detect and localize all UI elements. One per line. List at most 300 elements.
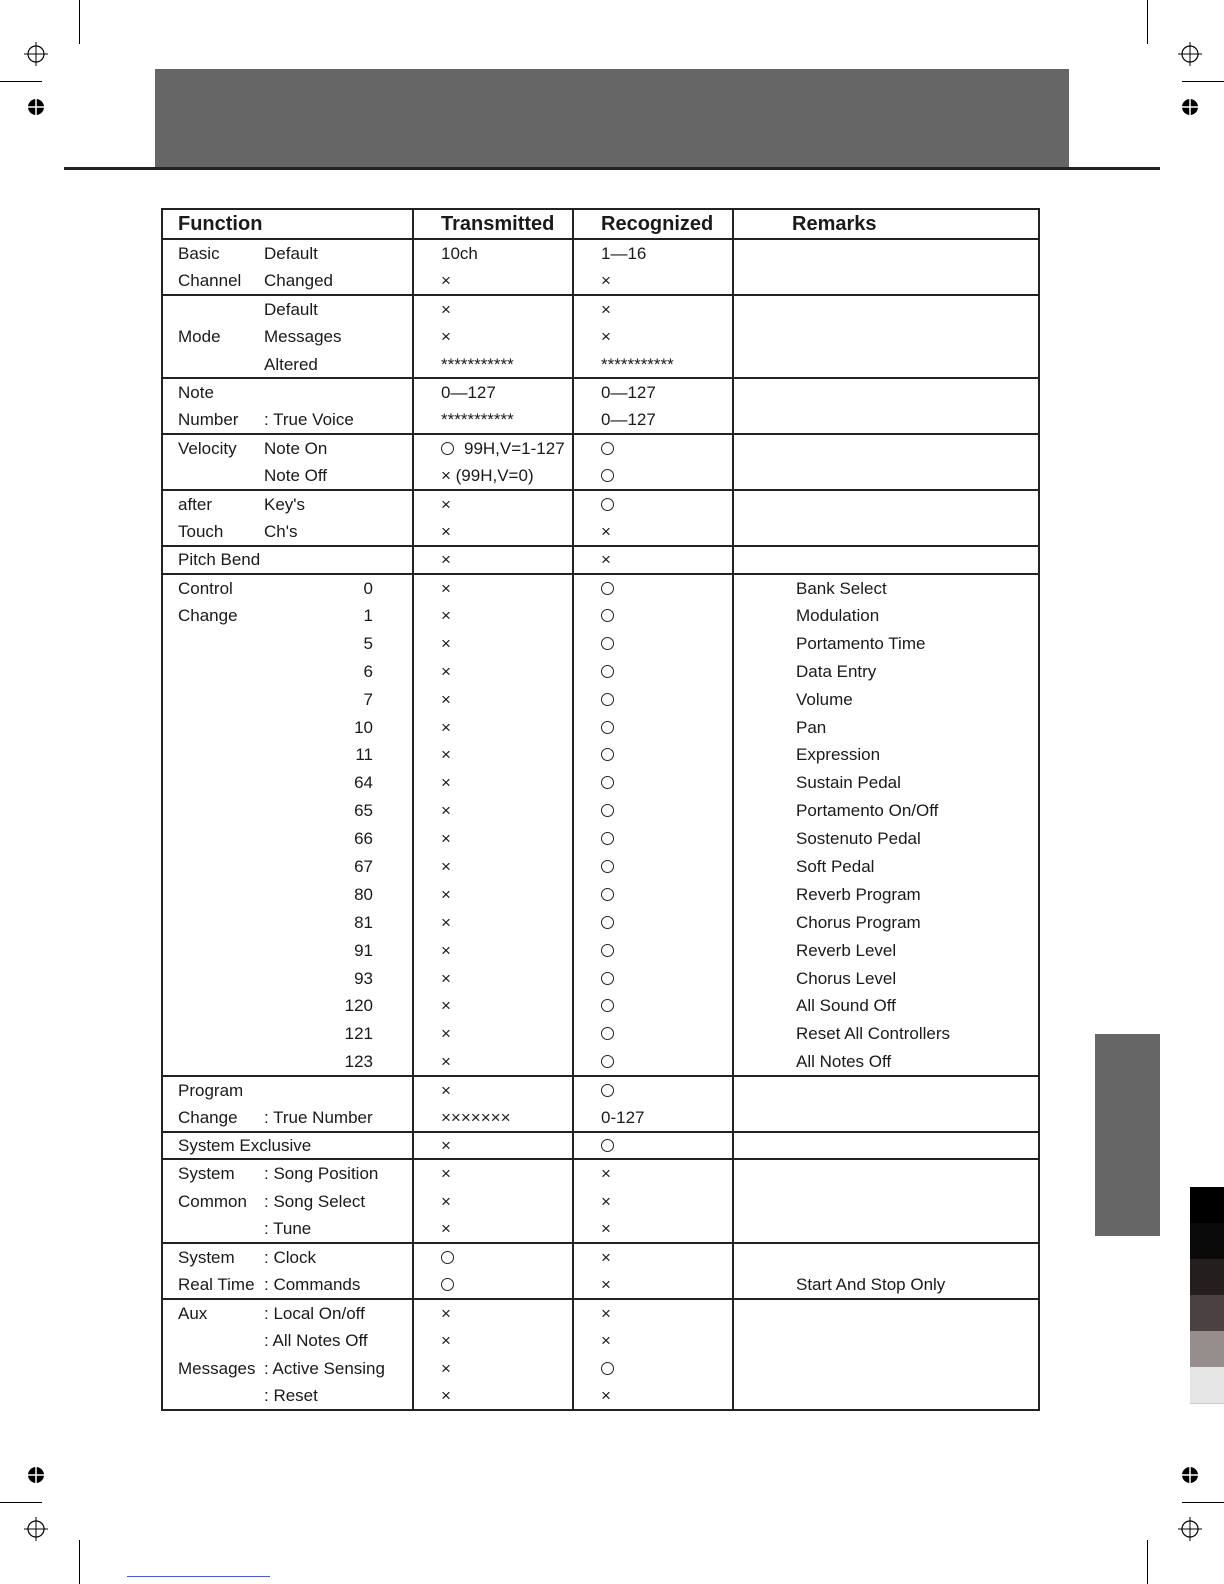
bottom-rule xyxy=(127,1576,270,1577)
cell-text: × xyxy=(441,689,451,709)
remarks-cell xyxy=(733,295,1039,323)
cell-text: × xyxy=(601,1386,611,1406)
table-row xyxy=(162,797,1039,825)
cell-text: × xyxy=(441,801,451,821)
color-swatch xyxy=(1190,1187,1224,1223)
transmitted-cell xyxy=(413,490,573,518)
recognized-cell xyxy=(573,1243,733,1271)
function-label xyxy=(162,713,258,741)
remarks-cell xyxy=(733,1076,1039,1104)
controller-number: 11 xyxy=(258,741,413,769)
function-label: Change xyxy=(162,1104,258,1132)
table-row xyxy=(162,1048,1039,1076)
recognized-cell xyxy=(573,239,733,267)
cell-text: 0—127 xyxy=(601,410,656,430)
function-label: Messages xyxy=(162,1355,258,1383)
transmitted-cell xyxy=(413,267,573,295)
cell-text: 10ch xyxy=(441,243,478,263)
recognized-cell xyxy=(573,769,733,797)
function-sub-label: Note On xyxy=(258,434,413,462)
remarks-cell: Soft Pedal xyxy=(733,853,1039,881)
table-row xyxy=(162,1327,1039,1355)
recognized-cell xyxy=(573,853,733,881)
circle-yes-icon xyxy=(601,999,614,1012)
bullseye-mark-icon xyxy=(1180,1465,1200,1485)
transmitted-cell xyxy=(413,908,573,936)
cell-text: × xyxy=(441,494,451,514)
crop-mark xyxy=(1147,0,1148,44)
cell-text: × xyxy=(441,606,451,626)
recognized-cell xyxy=(573,1076,733,1104)
transmitted-cell xyxy=(413,657,573,685)
cell-text: × xyxy=(441,1164,451,1184)
header-transmitted: Transmitted xyxy=(413,209,573,239)
cell-text: × xyxy=(601,1274,611,1294)
remarks-cell xyxy=(733,1187,1039,1215)
cell-text: × xyxy=(601,299,611,319)
transmitted-cell xyxy=(413,880,573,908)
crop-mark xyxy=(1182,1502,1224,1503)
cell-text: × xyxy=(441,661,451,681)
transmitted-cell xyxy=(413,546,573,574)
function-sub-label: Messages xyxy=(258,323,413,351)
table-row xyxy=(162,1104,1039,1132)
cell-text: × xyxy=(441,745,451,765)
crop-mark xyxy=(0,81,42,82)
color-swatch xyxy=(1190,1403,1224,1440)
function-sub-label: : All Notes Off xyxy=(258,1327,413,1355)
cell-text: × xyxy=(601,550,611,570)
function-label xyxy=(162,351,258,379)
cell-text: × xyxy=(441,1359,451,1379)
table-row xyxy=(162,546,1039,574)
recognized-cell xyxy=(573,1048,733,1076)
remarks-cell: Chorus Level xyxy=(733,964,1039,992)
cell-text: × (99H,V=0) xyxy=(441,466,534,486)
table-row xyxy=(162,825,1039,853)
remarks-cell: Start And Stop Only xyxy=(733,1271,1039,1299)
transmitted-cell xyxy=(413,1383,573,1411)
controller-number: 67 xyxy=(258,853,413,881)
table-row xyxy=(162,462,1039,490)
cell-text: 0—127 xyxy=(441,383,496,403)
remarks-cell xyxy=(733,1243,1039,1271)
remarks-cell: Volume xyxy=(733,685,1039,713)
circle-yes-icon xyxy=(601,582,614,595)
function-sub-label: Changed xyxy=(258,267,413,295)
recognized-cell xyxy=(573,323,733,351)
function-label: Number xyxy=(162,406,258,434)
controller-number: 10 xyxy=(258,713,413,741)
transmitted-cell xyxy=(413,1076,573,1104)
recognized-cell xyxy=(573,295,733,323)
cell-text: × xyxy=(441,633,451,653)
remarks-cell xyxy=(733,351,1039,379)
remarks-cell xyxy=(733,267,1039,295)
transmitted-cell xyxy=(413,964,573,992)
function-sub-label: : Commands xyxy=(258,1271,413,1299)
function-sub-label: Default xyxy=(258,295,413,323)
cell-text: × xyxy=(441,327,451,347)
circle-yes-icon xyxy=(601,442,614,455)
cell-text: × xyxy=(441,299,451,319)
table-row xyxy=(162,629,1039,657)
remarks-cell xyxy=(733,490,1039,518)
function-sub-label xyxy=(258,378,413,406)
recognized-cell xyxy=(573,1355,733,1383)
table-row xyxy=(162,853,1039,881)
transmitted-cell xyxy=(413,1187,573,1215)
function-sub-label: : Tune xyxy=(258,1215,413,1243)
transmitted-cell xyxy=(413,769,573,797)
table-row xyxy=(162,1243,1039,1271)
function-sub-label: : True Number xyxy=(258,1104,413,1132)
transmitted-cell xyxy=(413,574,573,602)
function-label: Real Time xyxy=(162,1271,258,1299)
function-sub-label: Ch's xyxy=(258,518,413,546)
table-row xyxy=(162,1355,1039,1383)
function-label xyxy=(162,908,258,936)
circle-yes-icon xyxy=(601,1362,614,1375)
function-label: Velocity xyxy=(162,434,258,462)
table-row xyxy=(162,713,1039,741)
function-label xyxy=(162,295,258,323)
remarks-cell: All Sound Off xyxy=(733,992,1039,1020)
controller-number: 123 xyxy=(258,1048,413,1076)
transmitted-cell xyxy=(413,1271,573,1299)
controller-number: 7 xyxy=(258,685,413,713)
cell-text: × xyxy=(441,1024,451,1044)
table-row xyxy=(162,1159,1039,1187)
cell-text: × xyxy=(441,270,451,290)
transmitted-cell xyxy=(413,295,573,323)
table-row xyxy=(162,1299,1039,1327)
recognized-cell xyxy=(573,1271,733,1299)
transmitted-cell xyxy=(413,797,573,825)
function-label: Note xyxy=(162,378,258,406)
cell-text: × xyxy=(441,1051,451,1071)
cell-text: × xyxy=(441,1303,451,1323)
transmitted-cell xyxy=(413,713,573,741)
controller-number: 64 xyxy=(258,769,413,797)
circle-yes-icon xyxy=(441,1251,454,1264)
cell-text: × xyxy=(441,1191,451,1211)
circle-yes-icon xyxy=(601,721,614,734)
recognized-cell xyxy=(573,1187,733,1215)
transmitted-cell xyxy=(413,992,573,1020)
function-sub-label: Note Off xyxy=(258,462,413,490)
controller-number: 65 xyxy=(258,797,413,825)
transmitted-cell xyxy=(413,518,573,546)
function-label xyxy=(162,936,258,964)
table-row xyxy=(162,602,1039,630)
transmitted-cell xyxy=(413,378,573,406)
recognized-cell xyxy=(573,490,733,518)
circle-yes-icon xyxy=(601,804,614,817)
color-swatch xyxy=(1190,1259,1224,1295)
table-row xyxy=(162,378,1039,406)
function-label: Common xyxy=(162,1187,258,1215)
function-label: Channel xyxy=(162,267,258,295)
recognized-cell xyxy=(573,797,733,825)
remarks-cell: Sustain Pedal xyxy=(733,769,1039,797)
crop-mark xyxy=(79,1540,80,1584)
recognized-cell xyxy=(573,992,733,1020)
crop-mark xyxy=(79,0,80,44)
cell-text: × xyxy=(441,773,451,793)
recognized-cell xyxy=(573,964,733,992)
registration-mark-icon xyxy=(1178,1517,1202,1541)
controller-number: 5 xyxy=(258,629,413,657)
function-sub-label: : Song Position xyxy=(258,1159,413,1187)
table-row xyxy=(162,769,1039,797)
controller-number: 120 xyxy=(258,992,413,1020)
function-label: Change xyxy=(162,602,258,630)
circle-yes-icon xyxy=(601,665,614,678)
table-row xyxy=(162,880,1039,908)
controller-number: 66 xyxy=(258,825,413,853)
remarks-cell xyxy=(733,406,1039,434)
recognized-cell xyxy=(573,1299,733,1327)
transmitted-cell xyxy=(413,741,573,769)
circle-yes-icon xyxy=(601,1084,614,1097)
controller-number: 0 xyxy=(258,574,413,602)
cell-text: × xyxy=(601,1191,611,1211)
remarks-cell: Modulation xyxy=(733,602,1039,630)
function-sub-label: : True Voice xyxy=(258,406,413,434)
transmitted-cell xyxy=(413,1243,573,1271)
transmitted-cell xyxy=(413,825,573,853)
function-label: Touch xyxy=(162,518,258,546)
remarks-cell: Portamento On/Off xyxy=(733,797,1039,825)
table-row xyxy=(162,1020,1039,1048)
recognized-cell xyxy=(573,1159,733,1187)
color-swatch xyxy=(1190,1331,1224,1367)
function-label xyxy=(162,462,258,490)
circle-yes-icon xyxy=(601,944,614,957)
cell-text: × xyxy=(601,327,611,347)
table-row xyxy=(162,490,1039,518)
function-label: Program xyxy=(162,1076,258,1104)
circle-yes-icon xyxy=(601,916,614,929)
transmitted-cell xyxy=(413,629,573,657)
side-tab xyxy=(1095,1034,1160,1236)
function-sub-label: : Song Select xyxy=(258,1187,413,1215)
header-recognized: Recognized xyxy=(573,209,733,239)
function-label xyxy=(162,1383,258,1411)
function-label xyxy=(162,629,258,657)
recognized-cell xyxy=(573,406,733,434)
controller-number: 91 xyxy=(258,936,413,964)
function-label xyxy=(162,825,258,853)
table-row xyxy=(162,936,1039,964)
circle-yes-icon xyxy=(601,1055,614,1068)
transmitted-cell xyxy=(413,602,573,630)
cell-text: *********** xyxy=(601,354,674,374)
recognized-cell xyxy=(573,351,733,379)
circle-yes-icon xyxy=(601,972,614,985)
transmitted-cell xyxy=(413,1299,573,1327)
table-row xyxy=(162,518,1039,546)
recognized-cell xyxy=(573,378,733,406)
transmitted-cell xyxy=(413,351,573,379)
controller-number: 6 xyxy=(258,657,413,685)
circle-yes-icon xyxy=(601,888,614,901)
remarks-cell xyxy=(733,323,1039,351)
recognized-cell xyxy=(573,1383,733,1411)
function-label xyxy=(162,880,258,908)
recognized-cell xyxy=(573,546,733,574)
function-label: Basic xyxy=(162,239,258,267)
recognized-cell xyxy=(573,741,733,769)
recognized-cell xyxy=(573,908,733,936)
transmitted-cell xyxy=(413,1132,573,1160)
color-swatch xyxy=(1190,1367,1224,1403)
header-rule xyxy=(64,167,1160,170)
remarks-cell xyxy=(733,518,1039,546)
cell-text: × xyxy=(441,829,451,849)
function-sub-label xyxy=(258,1076,413,1104)
controller-number: 93 xyxy=(258,964,413,992)
table-row xyxy=(162,1076,1039,1104)
table-row xyxy=(162,351,1039,379)
recognized-cell xyxy=(573,713,733,741)
circle-yes-icon xyxy=(601,1027,614,1040)
remarks-cell xyxy=(733,1355,1039,1383)
cell-text: × xyxy=(441,1219,451,1239)
transmitted-cell xyxy=(413,323,573,351)
transmitted-cell xyxy=(413,1327,573,1355)
function-label: Pitch Bend xyxy=(162,546,413,574)
transmitted-cell xyxy=(413,1048,573,1076)
circle-yes-icon xyxy=(601,469,614,482)
color-swatch xyxy=(1190,1295,1224,1331)
function-sub-label: : Local On/off xyxy=(258,1299,413,1327)
header-remarks: Remarks xyxy=(733,209,1039,239)
circle-yes-icon xyxy=(601,860,614,873)
function-label xyxy=(162,964,258,992)
remarks-cell: Reset All Controllers xyxy=(733,1020,1039,1048)
recognized-cell xyxy=(573,462,733,490)
function-label: System xyxy=(162,1243,258,1271)
recognized-cell xyxy=(573,685,733,713)
transmitted-cell xyxy=(413,685,573,713)
cell-text: × xyxy=(441,1080,451,1100)
cell-text: × xyxy=(441,550,451,570)
controller-number: 80 xyxy=(258,880,413,908)
cell-text: × xyxy=(441,521,451,541)
transmitted-cell xyxy=(413,1104,573,1132)
remarks-cell: Sostenuto Pedal xyxy=(733,825,1039,853)
function-sub-label: : Active Sensing xyxy=(258,1355,413,1383)
remarks-cell: Reverb Program xyxy=(733,880,1039,908)
recognized-cell xyxy=(573,267,733,295)
color-swatch xyxy=(1190,1223,1224,1259)
cell-text: × xyxy=(601,1248,611,1267)
cell-text: × xyxy=(601,1303,611,1323)
recognized-cell xyxy=(573,574,733,602)
function-label: Aux xyxy=(162,1299,258,1327)
function-sub-label: Default xyxy=(258,239,413,267)
recognized-cell xyxy=(573,629,733,657)
remarks-cell xyxy=(733,1299,1039,1327)
function-sub-label: : Clock xyxy=(258,1243,413,1271)
table-row xyxy=(162,434,1039,462)
table-row xyxy=(162,1383,1039,1411)
transmitted-cell xyxy=(413,406,573,434)
function-label xyxy=(162,1215,258,1243)
table-row xyxy=(162,574,1039,602)
cell-text: × xyxy=(441,1386,451,1406)
cell-text: × xyxy=(441,1331,451,1351)
transmitted-cell xyxy=(413,936,573,964)
cell-text: × xyxy=(601,1219,611,1239)
midi-implementation-chart xyxy=(161,208,1040,1411)
cell-text: 99H,V=1-127 xyxy=(464,439,565,459)
recognized-cell xyxy=(573,825,733,853)
recognized-cell xyxy=(573,518,733,546)
circle-yes-icon xyxy=(441,442,454,455)
cell-text: × xyxy=(601,1331,611,1351)
controller-number: 81 xyxy=(258,908,413,936)
table-row xyxy=(162,323,1039,351)
cell-text: × xyxy=(601,521,611,541)
cell-text: 0-127 xyxy=(601,1107,645,1127)
recognized-cell xyxy=(573,602,733,630)
function-label: Control xyxy=(162,574,258,602)
circle-yes-icon xyxy=(601,1139,614,1152)
cell-text: × xyxy=(441,1135,451,1155)
function-label xyxy=(162,657,258,685)
function-label xyxy=(162,853,258,881)
table-row xyxy=(162,239,1039,267)
recognized-cell xyxy=(573,1215,733,1243)
bullseye-mark-icon xyxy=(26,97,46,117)
function-label xyxy=(162,797,258,825)
function-sub-label: : Reset xyxy=(258,1383,413,1411)
controller-number: 121 xyxy=(258,1020,413,1048)
cell-text: 1—16 xyxy=(601,243,647,263)
table-row xyxy=(162,657,1039,685)
recognized-cell xyxy=(573,1104,733,1132)
function-label: System xyxy=(162,1159,258,1187)
remarks-cell xyxy=(733,434,1039,462)
cell-text: × xyxy=(441,884,451,904)
function-label xyxy=(162,769,258,797)
registration-mark-icon xyxy=(24,42,48,66)
cell-text: *********** xyxy=(441,354,514,374)
bullseye-mark-icon xyxy=(1180,97,1200,117)
remarks-cell xyxy=(733,239,1039,267)
circle-yes-icon xyxy=(441,1278,454,1291)
function-label: after xyxy=(162,490,258,518)
remarks-cell xyxy=(733,546,1039,574)
circle-yes-icon xyxy=(601,637,614,650)
crop-mark xyxy=(1182,81,1224,82)
transmitted-cell xyxy=(413,853,573,881)
remarks-cell: Chorus Program xyxy=(733,908,1039,936)
table-row xyxy=(162,295,1039,323)
crop-mark xyxy=(0,1502,42,1503)
function-label xyxy=(162,741,258,769)
remarks-cell: Pan xyxy=(733,713,1039,741)
recognized-cell xyxy=(573,880,733,908)
function-label: System Exclusive xyxy=(162,1132,413,1160)
table-row xyxy=(162,992,1039,1020)
remarks-cell: All Notes Off xyxy=(733,1048,1039,1076)
transmitted-cell xyxy=(413,1020,573,1048)
header-band xyxy=(155,69,1069,168)
